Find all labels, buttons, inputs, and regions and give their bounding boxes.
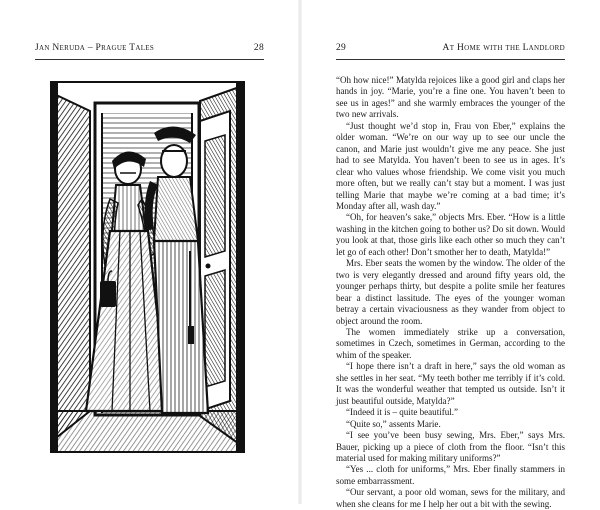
paragraph: The women immediately strike up a conversation, sometimes in Czech, sometimes in German, according to the whim of the speaker. [336, 326, 565, 360]
paragraph: “Yes ... cloth for uniforms,” Mrs. Eber finally stammers in some embarrassment. [336, 464, 565, 486]
paragraph: “Oh how nice!” Matylda rejoices like a good girl and claps her hands in joy. “Marie, you’re a fine one. You haven’t been to see us in ages!” and she warmly embraces the younger of the two new arrivals. [336, 75, 565, 120]
header-rule [336, 59, 565, 60]
running-head-title: At Home with the Landlord [442, 43, 565, 53]
paragraph: “I see you’ve been busy sewing, Mrs. Eber,” says Mrs. Bauer, picking up a piece of cloth from the floor. “Isn’t this material used for making military uniforms?” [336, 430, 565, 463]
illustration-drawing [50, 81, 245, 453]
paragraph: “I hope there isn’t a draft in here,” says the old woman as she settles in her seat. “My teeth bother me terribly if it’s cold. It was the wonderful weather that tempted us outside. Isn’t it just beautiful outside, Matylda?” [336, 361, 565, 406]
left-page [0, 0, 300, 504]
running-head-title: Jan Neruda – Prague Tales [35, 43, 155, 53]
right-page [300, 0, 600, 509]
paragraph: “Our servant, a poor old woman, sews for the military, and when she cleans for me I help her out a bit with the sewing. [336, 487, 565, 509]
header-rule [35, 59, 264, 60]
page-number: 29 [336, 43, 347, 53]
left-running-header [35, 43, 264, 57]
paragraph: Mrs. Eber seats the women by the window. The older of the two is very elegantly dressed and around fifty years old, the younger perhaps thirty, but despite a polite smile her features bear a distinct lassitude. The eyes of the younger woman betray a certain vivaciousness as they wander from object to object around the room. [336, 258, 565, 326]
paragraph: “Indeed it is – quite beautiful.” [346, 407, 459, 418]
woodcut-illustration [50, 81, 245, 453]
paragraph: “Oh, for heaven’s sake,” objects Mrs. Eber. “How is a little washing in the kitchen going to bother us? Do sit down. Would you look at that, those girls like each other so much they can’t let go of each other! Don’t smother her to death, Matylda!” [336, 212, 565, 257]
paragraph: “Just thought we’d stop in, Frau von Eber,” explains the older woman. “We’re on our way up to see our uncle the canon, and Marie just wouldn’t give me any peace. She just had to see Matylda. You haven’t been to see us in ages. It’s clear who values whose friendship. We come visit you much more often, but we really can’t stay but a moment. I was just telling Marie that maybe we’re coming at a bad time; it’s Monday after all, wash day.” [336, 120, 565, 211]
paragraph: “Quite so,” assents Marie. [346, 418, 441, 429]
body-text [336, 75, 565, 510]
page-number: 28 [253, 43, 264, 53]
right-running-header [336, 43, 565, 57]
